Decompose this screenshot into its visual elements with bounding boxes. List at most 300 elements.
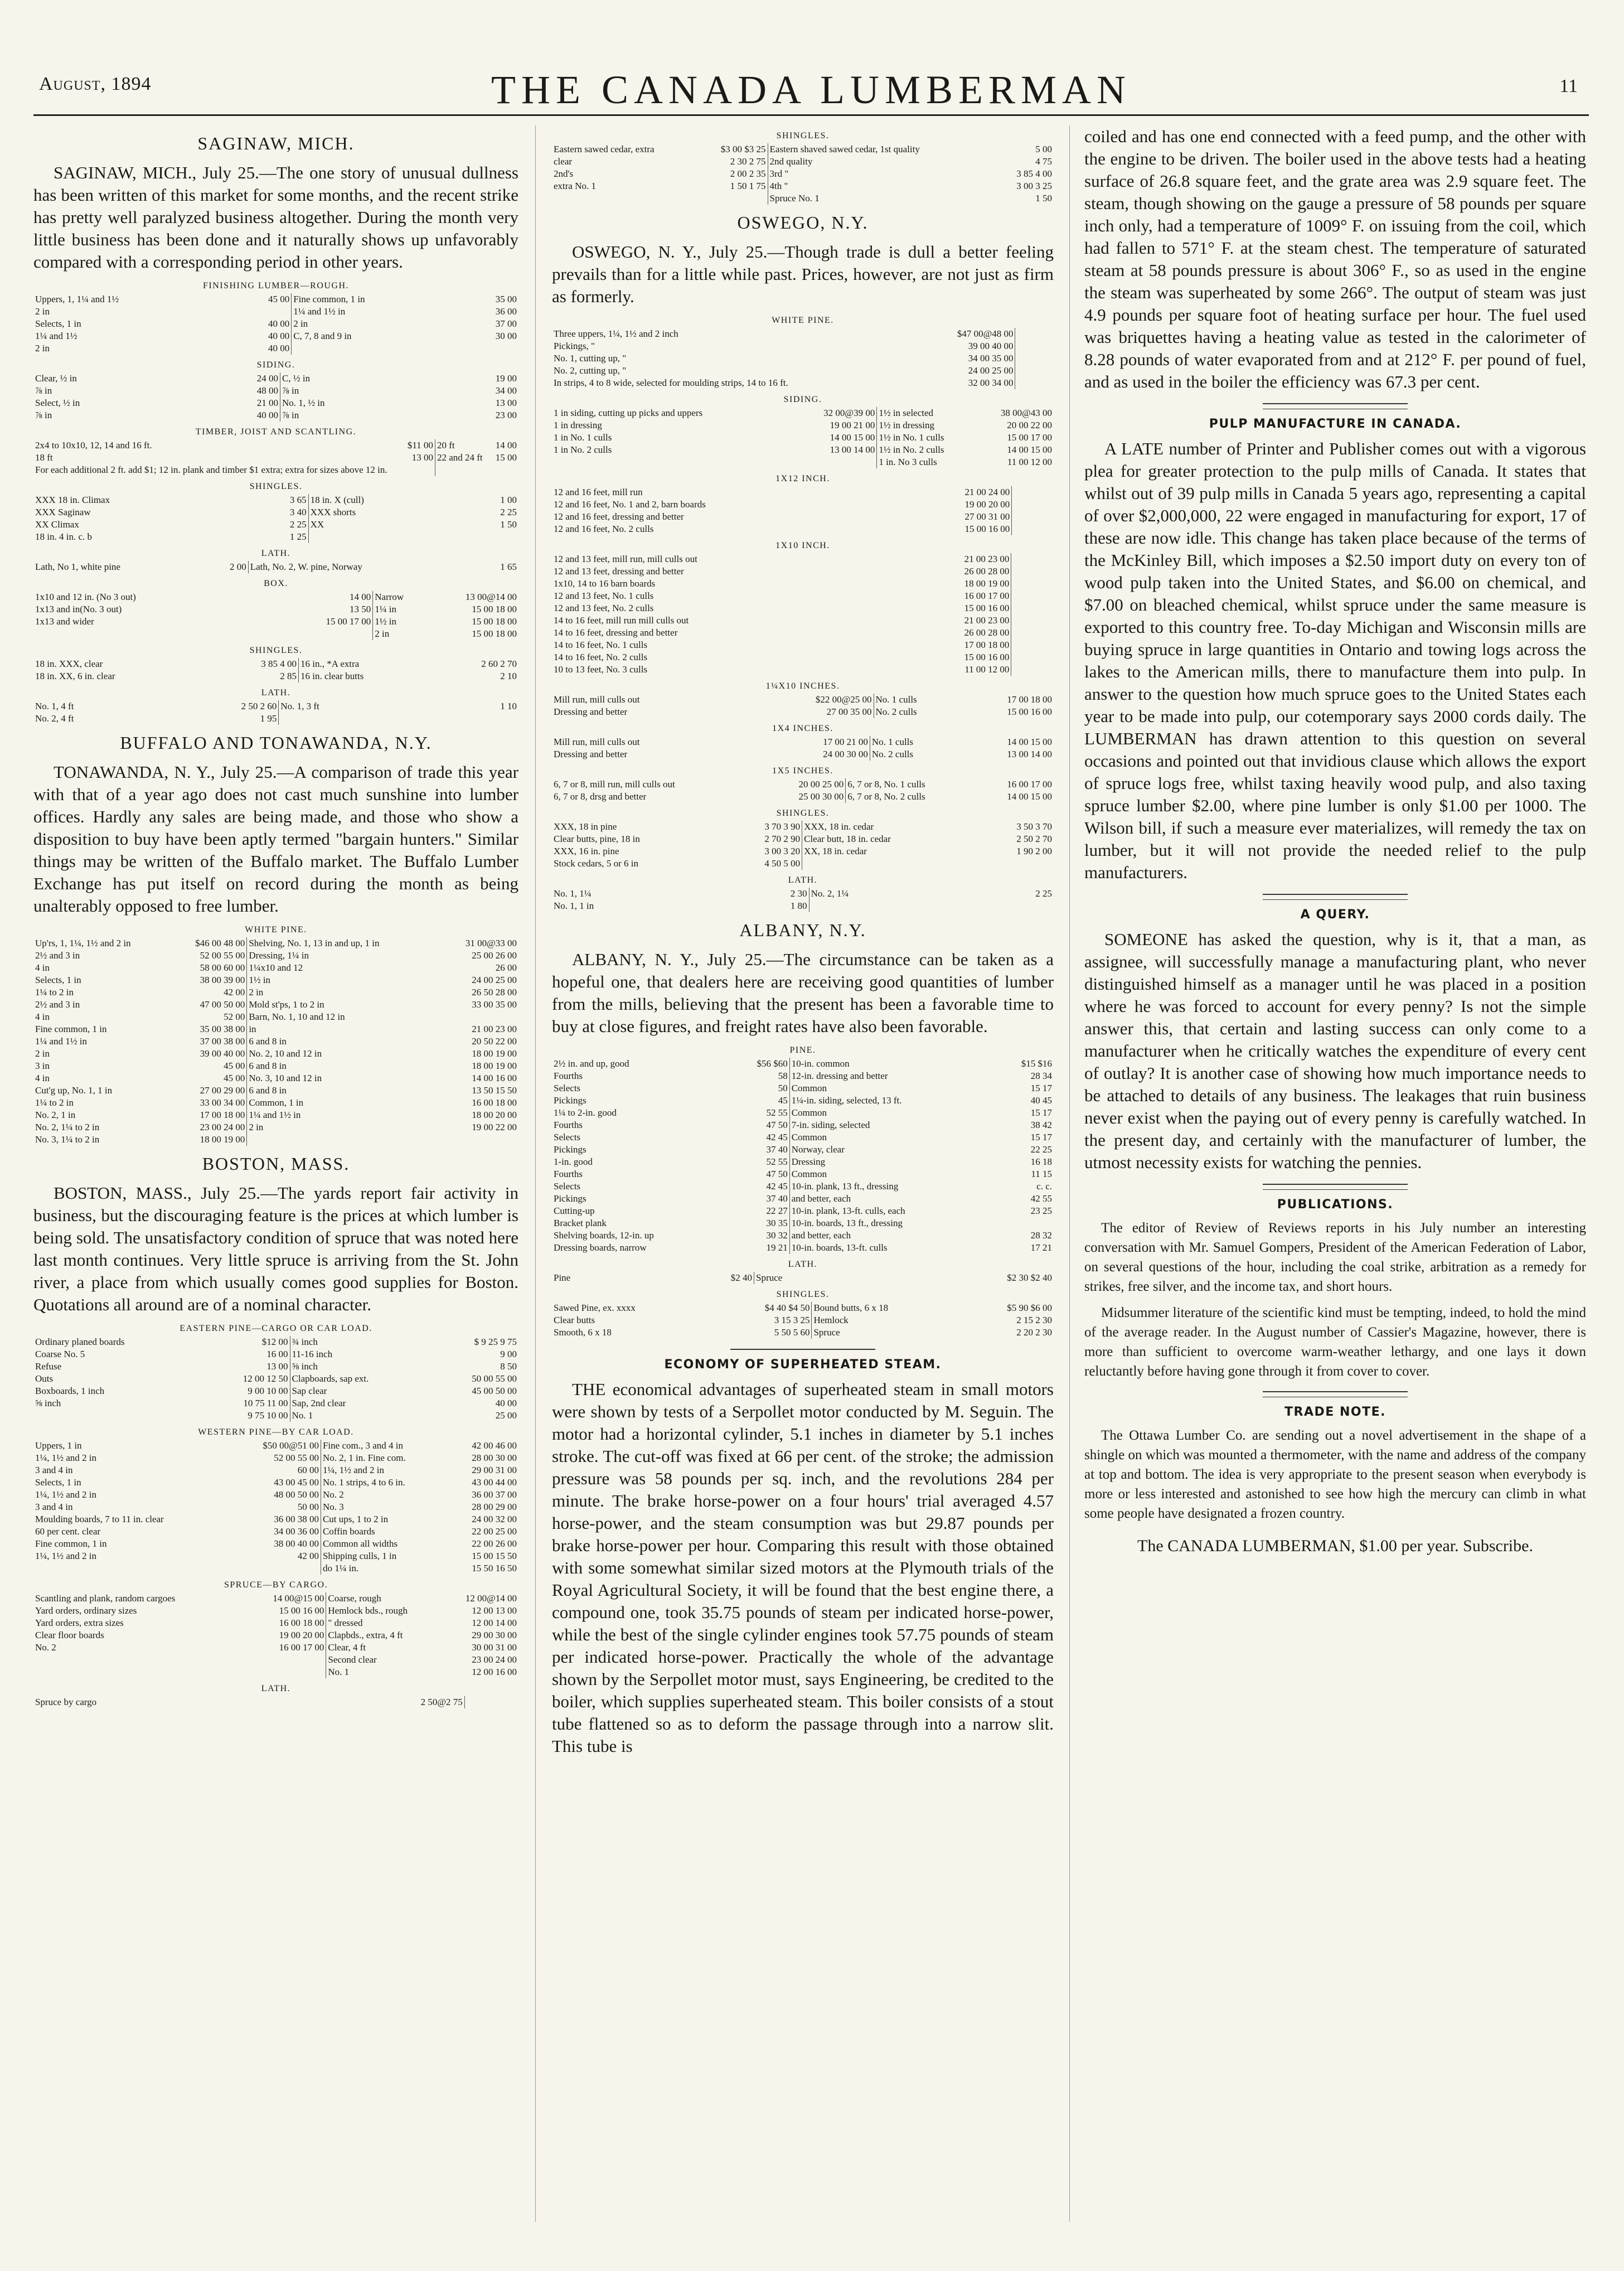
- price-item: Uppers, 1, 1¼ and 1½: [35, 294, 119, 304]
- price-row: [552, 1242, 1054, 1254]
- price-value: [486, 531, 518, 543]
- price-value: 30 00 31 00: [472, 1642, 517, 1653]
- price-item: Narrow: [373, 591, 464, 603]
- price-value: 14 00: [495, 440, 517, 451]
- price-row: [552, 1095, 1054, 1107]
- price-item: Pickings, ": [554, 341, 595, 351]
- query-body: SOMEONE has asked the question, why is it, that a man, as assignee, will successfully manage a manufacturing plant, who never distinguished himself as a manager until he was placed in a position where he was forced to account for every penny? Is not the simple answer this, that certain and lasting success can only come to a manufacturer when he critically watches the expenditure of every cent of outlay? It is another case of showing how much importance needs to be attached to details of any business. The leakages that ruin business never exist when the paying out of every penny is carefully watched. In the present day, and certainly with the manufacturer of lumber, the utmost necessity exists for watching the pennies.: [1084, 929, 1586, 1172]
- price-item: 12 and 13 feet, mill run, mill culls out: [554, 554, 697, 564]
- price-item: 10-in. boards, 13-ft. culls: [789, 1242, 1020, 1254]
- price-item: [33, 1654, 271, 1666]
- price-item: 2 in: [373, 628, 464, 640]
- price-row: [552, 664, 1054, 676]
- oswego-heading: OSWEGO, N.Y.: [737, 212, 869, 233]
- price-item: 14 to 16 feet, No. 2 culls: [554, 652, 648, 662]
- boston-heading: BOSTON, MASS.: [202, 1154, 350, 1174]
- price-item: Fine com., 3 and 4 in: [321, 1440, 470, 1452]
- price-table-title: LATH.: [788, 1260, 818, 1269]
- price-value: 20 50 22 00: [472, 1036, 517, 1047]
- price-value: 20 00 25 00: [798, 779, 844, 790]
- price-row: [552, 639, 1054, 651]
- price-table: [33, 700, 518, 725]
- price-value: [1021, 664, 1054, 676]
- price-value: 11 15: [1031, 1169, 1052, 1179]
- price-value: 2 85: [280, 671, 297, 681]
- price-item: Second clear: [326, 1654, 464, 1666]
- price-item: 2 in: [35, 1048, 50, 1059]
- price-table-title: WHITE PINE.: [772, 316, 834, 325]
- price-item: ⅞ in: [35, 385, 52, 396]
- price-row: [33, 1060, 518, 1072]
- price-item: Common: [789, 1131, 1020, 1144]
- price-row: [552, 156, 1054, 168]
- price-value: 25 00 26 00: [472, 950, 517, 961]
- price-value: 45 00: [224, 1073, 245, 1083]
- price-value: $15 $16: [1021, 1058, 1052, 1069]
- buffalo-price-table: [33, 925, 518, 1146]
- price-row: [33, 670, 518, 682]
- price-table: [33, 1440, 518, 1575]
- price-item: " dressed: [326, 1617, 464, 1629]
- price-value: 37 40: [766, 1144, 788, 1155]
- price-item: 1x10 and 12 in. (No 3 out): [35, 592, 136, 602]
- price-item: 1¼ and 1½: [35, 331, 77, 341]
- price-value: 22 27: [766, 1205, 788, 1216]
- price-item: 2½ and 3 in: [35, 950, 80, 961]
- price-value: 58 00 60 00: [200, 962, 245, 973]
- price-value: 50 00 55 00: [472, 1373, 517, 1384]
- price-row: [552, 523, 1054, 535]
- price-value: [1021, 340, 1054, 352]
- price-row: [552, 352, 1054, 365]
- price-value: [1021, 651, 1054, 664]
- price-item: 6, 7 or 8, drsg and better: [554, 791, 647, 802]
- price-row: [33, 1538, 518, 1550]
- price-row: [33, 1654, 518, 1666]
- price-row: [552, 1070, 1054, 1082]
- price-table-title: WHITE PINE.: [245, 925, 307, 934]
- price-value: 13 00: [266, 1361, 288, 1372]
- price-row: [552, 486, 1054, 498]
- publications-heading: PUBLICATIONS.: [1277, 1198, 1394, 1212]
- price-row: [33, 1397, 518, 1410]
- price-item: Lath, No. 2, W. pine, Norway: [248, 561, 486, 573]
- price-row: [552, 1205, 1054, 1217]
- price-table: [552, 778, 1054, 803]
- price-item: Refuse: [35, 1361, 62, 1372]
- price-item: 6 and 8 in: [247, 1035, 464, 1048]
- price-value: [1021, 614, 1054, 627]
- price-row: [33, 1489, 518, 1501]
- price-table: [552, 888, 1054, 912]
- price-item: 3 and 4 in: [35, 1465, 73, 1475]
- price-item: 10-in. common: [789, 1058, 1020, 1070]
- price-table: [33, 494, 518, 543]
- price-value: [1021, 553, 1054, 565]
- price-row: [33, 464, 518, 476]
- price-value: 15 00 16 00: [964, 652, 1010, 662]
- price-item: 12 and 13 feet, No. 1 culls: [554, 590, 654, 601]
- trade-note-body: The Ottawa Lumber Co. are sending out a novel advertisement in the shape of a shingle on which was mounted a thermometer, with the name and address of the company at top and bottom. The idea is very appropriate to the present season when everybody is more or less interested and astonished to see how high the mercury can climb in what some people have designated a frozen country.: [1084, 1428, 1586, 1521]
- price-table: [33, 439, 518, 476]
- price-item: [33, 1666, 271, 1678]
- price-item: 20 ft: [435, 439, 486, 452]
- price-item: [308, 531, 486, 543]
- price-item: XXX, 18 in. cedar: [802, 821, 1015, 833]
- price-value: [403, 464, 435, 476]
- price-row: [33, 962, 518, 974]
- boston-shingles-table: [552, 131, 1054, 205]
- price-item: [1015, 328, 1021, 340]
- price-item: Yard orders, extra sizes: [35, 1618, 124, 1628]
- price-row: [552, 833, 1054, 845]
- price-table: [33, 293, 518, 355]
- price-row: [552, 736, 1054, 748]
- price-item: Coarse No. 5: [35, 1349, 85, 1359]
- price-row: [552, 1326, 1054, 1339]
- price-table: [552, 486, 1054, 535]
- price-item: No. 2 culls: [874, 706, 1005, 718]
- price-row: [33, 999, 518, 1011]
- price-item: Boxboards, 1 inch: [35, 1386, 105, 1396]
- price-table-title: EASTERN PINE—CARGO OR CAR LOAD.: [180, 1324, 372, 1333]
- newspaper-title: THE CANADA LUMBERMAN: [491, 67, 1132, 112]
- price-item: Selects: [554, 1181, 581, 1192]
- price-value: 38 00 39 00: [200, 975, 245, 985]
- price-item: 10-in. boards, 13 ft., dressing: [789, 1217, 1020, 1229]
- price-value: 28 00 29 00: [472, 1502, 517, 1512]
- price-row: [33, 1464, 518, 1476]
- price-value: 3 85 4 00: [261, 658, 297, 669]
- price-value: 14 00 16 00: [472, 1073, 517, 1083]
- price-item: 1x10, 14 to 16 barn boards: [554, 578, 656, 589]
- price-item: Pickings: [554, 1095, 586, 1106]
- price-table: [552, 1058, 1054, 1254]
- price-value: [1021, 498, 1054, 511]
- price-value: 36 00: [495, 306, 517, 317]
- price-item: XXX, 16 in. pine: [554, 846, 619, 856]
- price-value: $2 30 $2 40: [1007, 1272, 1052, 1283]
- price-table-title: SPRUCE—BY CARGO.: [224, 1580, 328, 1590]
- price-row: [33, 1513, 518, 1526]
- buffalo-heading: BUFFALO AND TONAWANDA, N.Y.: [120, 733, 432, 753]
- price-row: [33, 1452, 518, 1464]
- price-value: 42 45: [766, 1132, 788, 1142]
- price-row: [33, 1476, 518, 1489]
- price-value: 52 00 55 00: [274, 1452, 319, 1463]
- price-row: [33, 293, 518, 306]
- price-row: [552, 456, 1054, 468]
- price-value: [486, 1696, 518, 1708]
- price-row: [33, 330, 518, 342]
- price-item: [1015, 365, 1021, 377]
- price-item: 4 in: [35, 1073, 50, 1083]
- price-item: 1½ in: [373, 616, 464, 628]
- price-value: 9 00: [500, 1349, 517, 1359]
- saginaw-body: SAGINAW, MICH., July 25.—The one story of unusual dullness has been written of this market for some months, and the recent strike has pretty well paralyzed business altogether. During the month very little business has been done and it naturally shows up unfavorably compared with a corresponding period in other years.: [33, 163, 518, 272]
- price-item: Dressing, 1¼ in: [247, 950, 464, 962]
- price-item: [1012, 511, 1021, 523]
- price-row: [33, 658, 518, 670]
- price-row: [552, 444, 1054, 456]
- price-row: [33, 318, 518, 330]
- price-value: 37 40: [766, 1193, 788, 1204]
- price-item: 1¼-in. siding, selected, 13 ft.: [789, 1095, 1020, 1107]
- price-item: Fourths: [554, 1071, 583, 1081]
- price-value: 2 50 2 70: [1016, 834, 1052, 844]
- price-row: [552, 565, 1054, 578]
- price-value: 15 00 17 00: [1007, 432, 1052, 443]
- price-row: [552, 377, 1054, 389]
- price-row: [552, 365, 1054, 377]
- price-value: 11 00 12 00: [1007, 457, 1052, 467]
- price-item: Selects: [554, 1083, 581, 1093]
- price-value: $ 9 25 9 75: [474, 1337, 517, 1347]
- price-item: ⅞ in: [35, 410, 52, 420]
- price-item: C, ½ in: [280, 372, 486, 385]
- price-value: 23 00 24 00: [472, 1654, 517, 1665]
- price-table: [552, 1302, 1054, 1339]
- price-item: ¾ inch: [290, 1336, 470, 1348]
- price-value: 12 00 14 00: [472, 1618, 517, 1628]
- price-item: [1011, 553, 1021, 565]
- price-table: [552, 328, 1054, 389]
- price-value: 21 00 24 00: [964, 487, 1010, 497]
- price-value: 43 00 45 00: [274, 1477, 319, 1488]
- price-item: do 1¼ in.: [321, 1562, 470, 1575]
- price-row: [552, 1180, 1054, 1193]
- price-item: 3 in: [35, 1061, 50, 1071]
- price-item: 11-16 inch: [290, 1348, 470, 1360]
- price-row: [33, 519, 518, 531]
- price-value: 24 00 25 00: [472, 975, 517, 985]
- price-item: Common: [789, 1168, 1020, 1180]
- price-value: 16 00 17 00: [279, 1642, 324, 1653]
- price-item: 18 in. XX, 6 in. clear: [35, 671, 115, 681]
- price-value: 1 10: [500, 701, 517, 711]
- price-item: extra No. 1: [554, 181, 597, 191]
- price-item: 1x13 and in(No. 3 out): [35, 604, 122, 614]
- price-item: No. 1, ½ in: [280, 397, 486, 409]
- price-value: 5 00: [1035, 144, 1052, 154]
- price-row: [33, 409, 518, 422]
- publications-body-2: Midsummer literature of the scientific kind must be tempting, indeed, to hold the mind of the average reader. In the August number of Cassier's Magazine, however, there is more than sufficient to overcome warm-weather lethargy, and one lays it down reluctantly before having gone through it from cover to cover.: [1084, 1305, 1586, 1379]
- price-value: 11 00 12 00: [964, 664, 1010, 675]
- price-item: XXX shorts: [308, 506, 486, 519]
- price-item: Scantling and plank, random cargoes: [35, 1593, 176, 1604]
- price-item: No. 2, 10 and 12 in: [247, 1048, 464, 1060]
- price-item: [464, 1696, 486, 1708]
- boston-price-tables: [33, 1324, 518, 1708]
- price-value: 18 00 19 00: [472, 1048, 517, 1059]
- price-item: 1¼ and 1½ in: [35, 1036, 88, 1047]
- price-item: XX, 18 in. cedar: [802, 845, 1015, 858]
- price-value: 1 80: [790, 900, 807, 911]
- price-row: [33, 1666, 518, 1678]
- price-row: [33, 506, 518, 519]
- price-value: 21 00 23 00: [472, 1024, 517, 1034]
- price-value: 27 00 29 00: [200, 1085, 245, 1096]
- price-value: 10 75 11 00: [243, 1398, 288, 1408]
- price-value: 38 00@43 00: [1000, 408, 1052, 418]
- price-item: 6, 7 or 8, mill run, mill culls out: [554, 779, 675, 790]
- price-value: [1015, 858, 1054, 870]
- price-value: 13 00 14 00: [830, 444, 875, 455]
- price-item: Pickings: [554, 1193, 586, 1204]
- price-item: Fine common, 1 in: [35, 1024, 107, 1034]
- price-item: [1012, 486, 1021, 498]
- price-item: Clear, ½ in: [35, 373, 77, 384]
- section-rule: [1263, 899, 1408, 900]
- price-item: No. 1 culls: [870, 736, 1005, 748]
- price-row: [33, 1526, 518, 1538]
- price-value: $5 90 $6 00: [1007, 1302, 1052, 1313]
- column-divider: [1069, 125, 1070, 2222]
- price-value: 36 00 38 00: [274, 1514, 319, 1524]
- price-value: 19 00 20 00: [964, 499, 1010, 510]
- price-value: 27 00 35 00: [826, 706, 872, 717]
- price-item: 1¼ to 2 in: [35, 987, 74, 998]
- price-item: [292, 342, 486, 355]
- price-value: 40 00: [268, 343, 290, 354]
- price-item: Mill run, mill culls out: [554, 737, 640, 747]
- price-row: [33, 1592, 518, 1605]
- price-item: 1¼ in: [373, 603, 464, 616]
- price-value: 2 25: [500, 507, 517, 517]
- price-value: 15 00 16 00: [964, 524, 1010, 534]
- price-row: [552, 498, 1054, 511]
- price-item: Barn, No. 1, 10 and 12 in: [247, 1011, 464, 1023]
- price-row: [33, 1501, 518, 1513]
- price-value: 2 50 2 60: [241, 701, 277, 711]
- price-value: 3 00 3 20: [764, 846, 801, 856]
- price-item: 1¼, 1½ and 2 in: [35, 1489, 97, 1500]
- page-number: 11: [1559, 76, 1578, 96]
- section-rule: [1263, 894, 1408, 895]
- price-item: [1011, 578, 1021, 590]
- issue-date: August, 1894: [39, 74, 152, 94]
- price-item: 12-in. dressing and better: [789, 1070, 1020, 1082]
- price-row: [552, 614, 1054, 627]
- price-row: [33, 1048, 518, 1060]
- price-value: [1021, 377, 1054, 389]
- price-row: [552, 590, 1054, 602]
- price-item: 18 in. XXX, clear: [35, 658, 103, 669]
- price-value: 47 00 50 00: [200, 999, 245, 1010]
- price-item: 6, 7 or 8, No. 1 culls: [846, 778, 1005, 791]
- price-value: 52 00: [224, 1011, 245, 1022]
- price-item: Mold st'ps, 1 to 2 in: [247, 999, 464, 1011]
- price-item: Stock cedars, 5 or 6 in: [554, 858, 639, 869]
- price-item: No. 2 culls: [870, 748, 1005, 761]
- price-item: 1x13 and wider: [35, 616, 94, 627]
- price-value: [486, 713, 518, 725]
- price-value: 40 00: [268, 331, 290, 341]
- price-item: 1½ in dressing: [877, 419, 999, 432]
- price-table: [33, 1696, 518, 1708]
- price-value: 35 00 38 00: [200, 1024, 245, 1034]
- price-row: [552, 1156, 1054, 1168]
- price-table: [33, 372, 518, 422]
- price-item: Common: [789, 1107, 1020, 1119]
- price-value: [1021, 328, 1054, 340]
- price-item: 1 in No. 1 culls: [554, 432, 612, 443]
- price-table: [33, 1592, 518, 1678]
- price-item: 2 in: [247, 1121, 464, 1134]
- price-value: 15 00 17 00: [326, 616, 371, 627]
- price-value: [1021, 365, 1054, 377]
- price-value: 30 35: [766, 1218, 788, 1228]
- price-value: 30 32: [766, 1230, 788, 1241]
- price-row: [552, 1302, 1054, 1314]
- price-table-title: SIDING.: [783, 395, 822, 404]
- price-value: 2 70 2 90: [764, 834, 801, 844]
- price-row: [552, 168, 1054, 180]
- price-value: 18 00 19 00: [472, 1061, 517, 1071]
- price-value: [1021, 590, 1054, 602]
- price-value: 42 00: [224, 987, 245, 998]
- price-value: 52 00 55 00: [200, 950, 245, 961]
- price-value: 48 00 50 00: [274, 1489, 319, 1500]
- price-item: Selects: [554, 1132, 581, 1142]
- price-item: Eastern shaved sawed cedar, 1st quality: [768, 143, 1015, 156]
- price-row: [552, 553, 1054, 565]
- price-value: 2 20 2 30: [1016, 1327, 1052, 1338]
- price-row: [33, 561, 518, 573]
- price-value: 3 70 3 90: [764, 821, 801, 832]
- price-item: No. 2, 1 in: [35, 1110, 76, 1120]
- price-row: [33, 1617, 518, 1629]
- price-value: 2 10: [500, 671, 517, 681]
- price-item: 2x4 to 10x10, 12, 14 and 16 ft.: [35, 440, 152, 451]
- price-row: [33, 616, 518, 628]
- price-value: [1021, 486, 1054, 498]
- price-item: 18 in. 4 in. c. b: [35, 531, 92, 542]
- price-value: 2 25: [289, 519, 307, 530]
- price-item: 10-in. plank, 13 ft., dressing: [789, 1180, 1020, 1193]
- price-value: 15 00 16 00: [279, 1605, 324, 1616]
- price-item: [435, 464, 486, 476]
- price-value: 12 00@14 00: [465, 1593, 517, 1604]
- price-item: For each additional 2 ft. add $1; 12 in. plank and timber $1 extra; extra for sizes above 12 in.: [35, 464, 387, 475]
- price-item: Norway, clear: [789, 1144, 1020, 1156]
- price-value: 18 00 19 00: [200, 1134, 245, 1145]
- price-value: 17 00 18 00: [1007, 694, 1052, 705]
- price-table-title: BOX.: [264, 579, 288, 588]
- price-item: Cut ups, 1 to 2 in: [321, 1513, 470, 1526]
- price-item: [1015, 340, 1021, 352]
- price-value: 18 00 20 00: [472, 1110, 517, 1120]
- price-row: [552, 192, 1054, 205]
- price-value: 21 00 23 00: [964, 615, 1010, 626]
- price-value: 38 42: [1030, 1120, 1052, 1130]
- price-item: 3 and 4 in: [35, 1502, 73, 1512]
- price-value: 2 00: [229, 561, 246, 572]
- price-item: Cut'g up, No. 1, 1 in: [35, 1085, 113, 1096]
- price-item: Lath, No 1, white pine: [35, 561, 120, 572]
- price-item: No. 2, cutting up, ": [554, 365, 627, 376]
- price-item: Dressing and better: [554, 706, 628, 717]
- price-value: 47 50: [766, 1120, 788, 1130]
- price-item: Dressing boards, narrow: [554, 1242, 647, 1253]
- price-row: [33, 1348, 518, 1360]
- price-item: 14 to 16 feet, dressing and better: [554, 627, 678, 638]
- price-row: [552, 578, 1054, 590]
- price-value: 36 00 37 00: [472, 1489, 517, 1500]
- price-value: 3 40: [289, 507, 307, 517]
- price-item: 2½ and 3 in: [35, 999, 80, 1010]
- price-item: Dressing: [789, 1156, 1020, 1168]
